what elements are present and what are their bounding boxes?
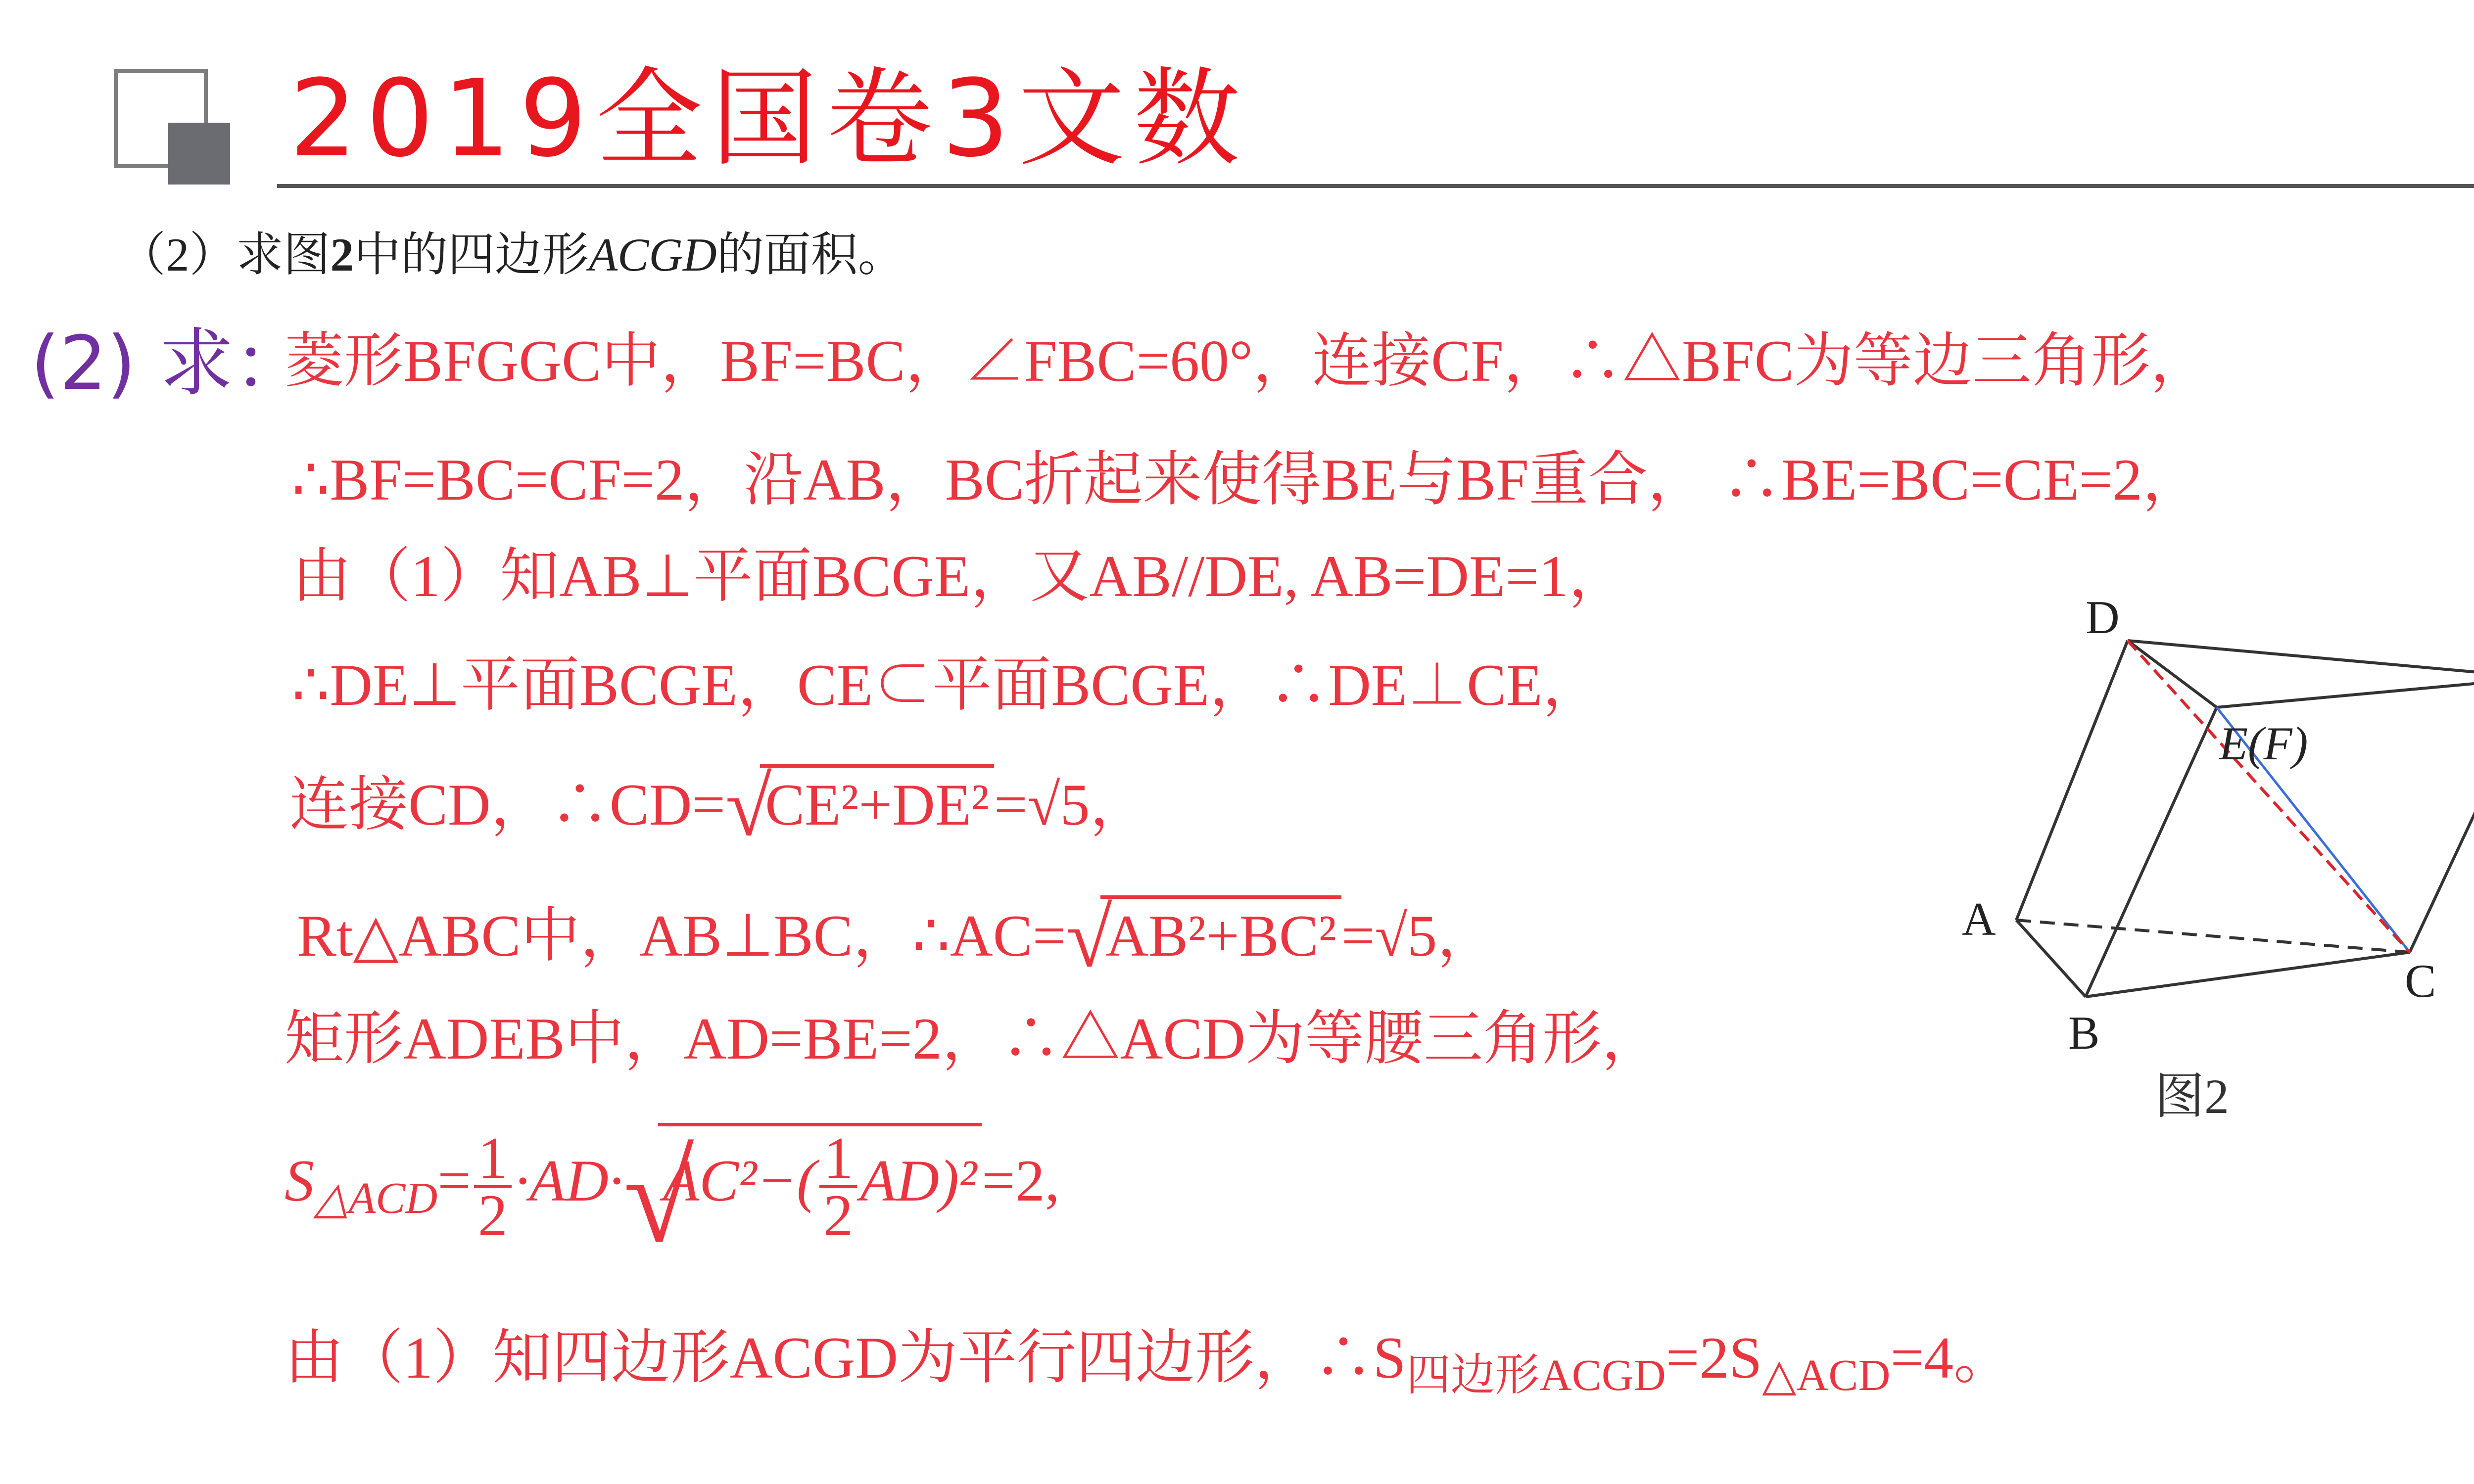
page-title: 2019全国卷3文数 [289,56,1249,181]
edge-EB [2086,707,2217,997]
half-fraction [474,1125,512,1249]
geometry-figure [1905,584,2474,1138]
final-mid: =2S [1665,1325,1762,1391]
solution-line-8 [285,1123,1060,1270]
cd-result: =√5， [994,772,1149,837]
label-D: D [2086,591,2120,644]
half-den: 2 [477,1182,508,1249]
half-den-inner: 2 [823,1182,854,1249]
area-eq: = [437,1148,471,1213]
final-sub2: △ACD [1762,1351,1891,1400]
area-radical [623,1123,982,1270]
edge-DG [2128,641,2474,678]
label-C: C [2405,955,2436,1007]
edge-DE [2128,641,2217,707]
edge-AC-dashed [2016,920,2410,952]
radical-sign: √ [1066,891,1112,984]
area-result: =2, [982,1148,1060,1213]
solution-line-5 [289,760,1149,853]
radical-sign: √ [623,1127,694,1270]
question-text [119,225,905,284]
label-EF: E(F) [2219,717,2308,770]
area-sub: △ACD [314,1174,438,1223]
cd-radical [725,760,994,853]
area-mid: ·AD· [514,1148,623,1213]
question-suffix: 的面积。 [716,229,905,281]
solution-label: (2) 求： [31,321,308,407]
label-A: A [1962,893,1996,945]
solution-line-4: ∴DE⊥平面BCGE，CE⊂平面BCGE，∴DE⊥CE， [292,652,1602,718]
solution-line-3: 由（1）知AB⊥平面BCGE，又AB//DE, AB=DE=1， [292,543,1628,609]
cd-prefix: 连接CD，∴CD= [289,772,726,837]
edge-BC [2086,952,2410,997]
half-fraction-inner [819,1125,857,1249]
area-radicand [658,1123,982,1249]
solution-line-7: 矩形ADEB中，AD=BE=2，∴△ACD为等腰三角形， [285,1006,1662,1071]
edge-DC-red-dashed [2128,641,2410,952]
ac-radicand: AB²+BC² [1100,895,1341,973]
figure-caption: 图2 [2155,1069,2229,1124]
radical-sign: √ [725,760,772,853]
final-sub: 四边形ACGD [1406,1351,1666,1400]
area-rad-b: AD)² [860,1148,977,1213]
title-divider [277,184,2474,188]
edge-DA [2016,641,2128,920]
solution-line-1: 菱形BFGGC中，BF=BC，∠FBC=60°，连接CF，∴△BFC为等边三角形， [285,328,2210,394]
logo-square-inner [168,123,230,185]
ac-prefix: Rt△ABC中，AB⊥BC，∴AC= [297,903,1066,969]
cd-radicand: CE²+DE² [760,764,994,842]
question-middle: 中的四边形 [354,229,589,281]
half-num-inner: 1 [819,1131,857,1188]
half-num: 1 [474,1131,512,1188]
area-s: S [285,1148,314,1213]
edge-AB [2016,920,2086,997]
solution-line-6 [297,891,1497,984]
ac-result: =√5， [1341,903,1497,969]
final-prefix: 由（1）知四边形ACGD为平行四边形，∴S [285,1325,1406,1391]
edge-GC [2410,678,2474,952]
area-rad-a: AC²−( [663,1148,817,1213]
solution-line-9 [285,1321,2013,1413]
question-shape: ACGD [589,229,717,281]
question-prefix: （2）求图 [119,229,331,281]
final-end: =4。 [1890,1325,2013,1391]
edge-EG [2217,678,2474,707]
ac-radical [1066,891,1341,984]
label-B: B [2068,1007,2100,1059]
question-fig-num: 2 [330,229,354,281]
solution-line-2: ∴BF=BC=CF=2，沿AB，BC折起来使得BE与BF重合， ∴BE=BC=CE=2， [292,447,2202,512]
